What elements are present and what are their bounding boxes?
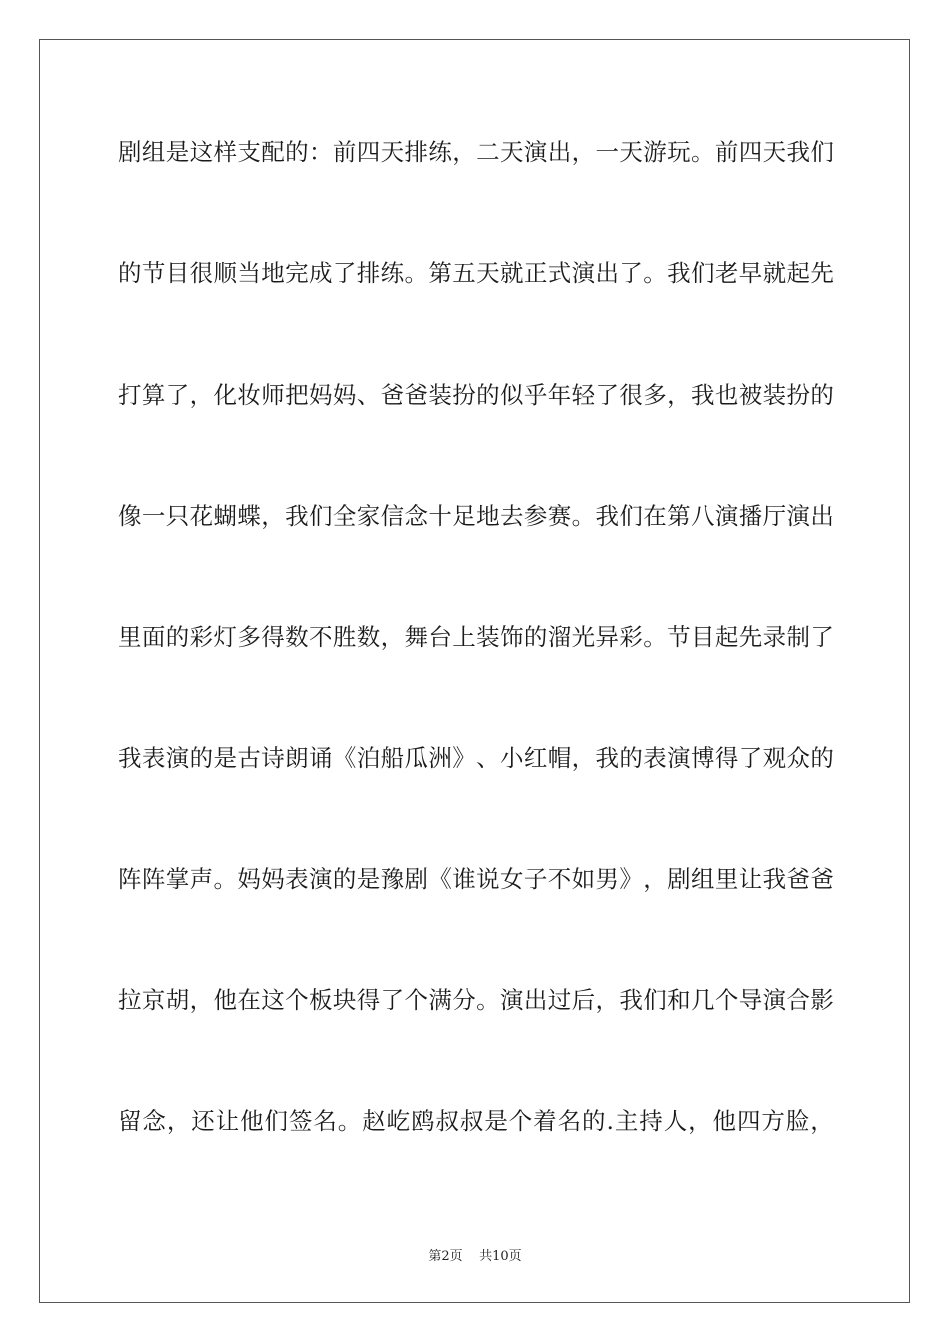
paragraph-line: 里 面 的 彩 灯 多 得 数 不 胜 数 ， 舞 台 上 装 饰 的 溜 光 异 彩 。 节 目 起 先 录 制 了 [118, 623, 834, 651]
paragraph-line: 剧 组 是 这 样 支 配 的 ： 前 四 天 排 练 ， 二 天 演 出 ， 一 天 游 玩 。 前 四 天 我 们 [118, 138, 834, 166]
paragraph-line: 的 节 目 很 顺 当 地 完 成 了 排 练 。 第 五 天 就 正 式 演 出 了 。 我 们 老 早 就 起 先 [118, 259, 834, 287]
page-number: 第2页 [428, 1249, 463, 1264]
paragraph-line: 我 表 演 的 是 古 诗 朗 诵 《 泊 船 瓜 洲 》 、 小 红 帽 ， 我 的 表 演 博 得 了 观 众 的 [118, 744, 834, 772]
paragraph-line: 留 念 ， 还 让 他 们 签 名 。 赵 屹 鸥 叔 叔 是 个 着 名 的 . 主 持 人 ， 他 四 方 脸 ， [118, 1107, 834, 1135]
page-total: 共10页 [479, 1249, 522, 1264]
paragraph-line: 打 算 了 ， 化 妆 师 把 妈 妈 、 爸 爸 装 扮 的 似 乎 年 轻 了 很 多 ， 我 也 被 装 扮 的 [118, 381, 834, 409]
page-footer [0, 1248, 950, 1266]
paragraph-line: 阵 阵 掌 声 。 妈 妈 表 演 的 是 豫 剧 《 谁 说 女 子 不 如 男 》 ， 剧 组 里 让 我 爸 爸 [118, 865, 834, 893]
paragraph-line: 像 一 只 花 蝴 蝶 ， 我 们 全 家 信 念 十 足 地 去 参 赛 。 我 们 在 第 八 演 播 厅 演 出 [118, 502, 834, 530]
paragraph-line: 拉 京 胡 ， 他 在 这 个 板 块 得 了 个 满 分 。 演 出 过 后 ， 我 们 和 几 个 导 演 合 影 [118, 986, 834, 1014]
